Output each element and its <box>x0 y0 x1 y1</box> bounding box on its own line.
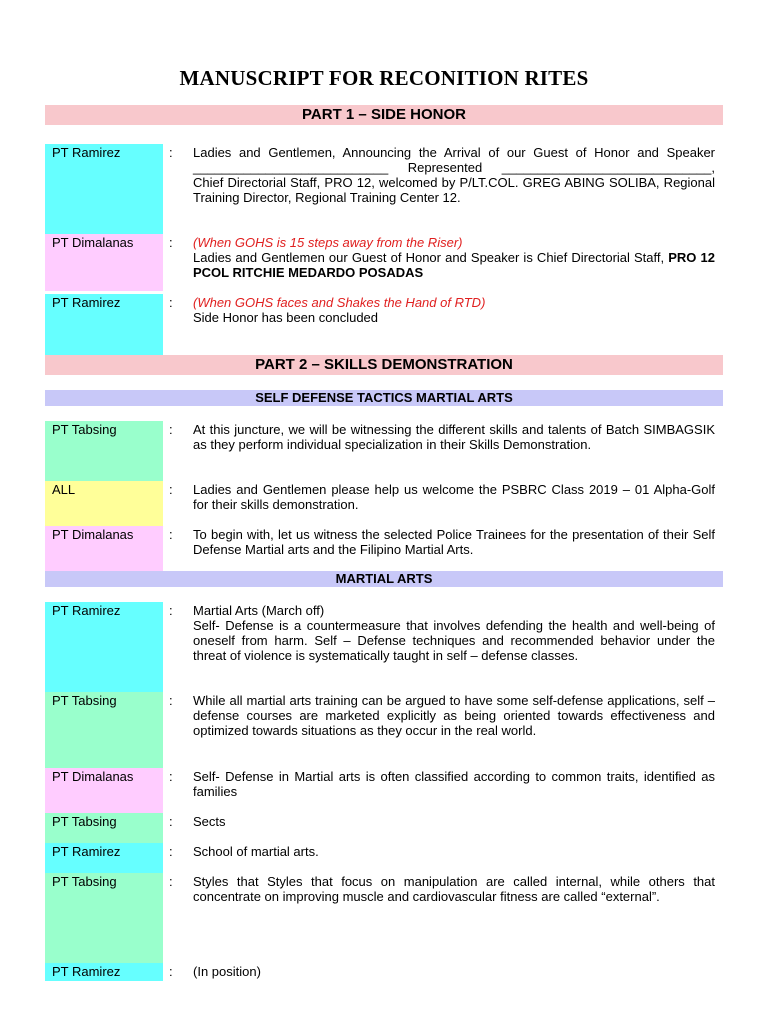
line-text <box>193 295 715 325</box>
speaker-label: PT Ramirez <box>45 843 163 873</box>
script-row <box>45 526 723 572</box>
line-text: Sects <box>193 814 226 829</box>
colon: : <box>169 527 173 542</box>
line-text <box>193 603 715 663</box>
speaker-label: PT Ramirez <box>45 144 163 235</box>
line-text-plain: Side Honor has been concluded <box>193 310 379 325</box>
script-row <box>45 234 723 291</box>
script-row <box>45 768 723 813</box>
line-text-bold: PRO 12 PCOL RITCHIE MEDARDO POSADAS <box>193 250 715 280</box>
colon: : <box>169 769 173 784</box>
speaker-label: PT Tabsing <box>45 813 163 843</box>
script-row <box>45 421 723 481</box>
speaker-label: PT Dimalanas <box>45 768 163 813</box>
speaker-label: PT Tabsing <box>45 421 163 481</box>
line-text: School of martial arts. <box>193 844 319 859</box>
script-row <box>45 813 723 843</box>
script-row <box>45 963 723 981</box>
line-text-plain: Ladies and Gentlemen our Guest of Honor and Speaker is Chief Directorial Staff, <box>193 250 665 265</box>
line-text: At this juncture, we will be witnessing the different skills and talents of Batch SIMBAGSIK as they perform individual specialization in their Skills Demonstration. <box>193 422 715 452</box>
line-text: Styles that Styles that focus on manipulation are called internal, while others that concentrate on improving muscle and cardiovascular fitness are called “external”. <box>193 874 715 904</box>
script-row <box>45 481 723 526</box>
script-row <box>45 144 723 235</box>
part2-heading: PART 2 – SKILLS DEMONSTRATION <box>45 355 723 375</box>
colon: : <box>169 844 173 859</box>
line-text: (In position) <box>193 964 261 979</box>
stage-direction: (When GOHS is 15 steps away from the Riser) <box>193 235 463 250</box>
line-text: To begin with, let us witness the selected Police Trainees for the presentation of their Self Defense Martial arts and the Filipino Martial Arts. <box>193 527 715 557</box>
line-text: Self- Defense in Martial arts is often classified according to common traits, identified as families <box>193 769 715 799</box>
line-text <box>193 235 715 280</box>
script-row <box>45 843 723 873</box>
stage-direction: (When GOHS faces and Shakes the Hand of RTD) <box>193 295 486 310</box>
speaker-label: PT Tabsing <box>45 692 163 768</box>
colon: : <box>169 145 173 160</box>
script-row <box>45 873 723 963</box>
colon: : <box>169 235 173 250</box>
speaker-label: PT Ramirez <box>45 602 163 692</box>
document-title: MANUSCRIPT FOR RECONITION RITES <box>179 66 589 90</box>
speaker-label: ALL <box>45 481 163 526</box>
colon: : <box>169 295 173 310</box>
colon: : <box>169 874 173 889</box>
colon: : <box>169 603 173 618</box>
colon: : <box>169 422 173 437</box>
speaker-label: PT Dimalanas <box>45 234 163 291</box>
script-row <box>45 294 723 356</box>
line-text: Ladies and Gentlemen please help us welcome the PSBRC Class 2019 – 01 Alpha-Golf for their skills demonstration. <box>193 482 715 512</box>
speaker-label: PT Dimalanas <box>45 526 163 572</box>
line-text: While all martial arts training can be argued to have some self-defense applications, self – defense courses are marketed explicitly as being oriented towards effectiveness and optimized towards situations as they occur in the real world. <box>193 693 715 738</box>
script-row <box>45 692 723 768</box>
line-text: Ladies and Gentlemen, Announcing the Arrival of our Guest of Honor and Speaker ___________________________ Represented _____________________________, Chief Directorial Staff, PRO 12, welcomed by P/LT.COL. GREG ABING SOLIBA, Regional Training Director, Regional Training Center 12. <box>193 145 715 205</box>
colon: : <box>169 693 173 708</box>
script-row <box>45 602 723 692</box>
colon: : <box>169 814 173 829</box>
part1-heading: PART 1 – SIDE HONOR <box>45 105 723 125</box>
sub-heading-martial-arts: MARTIAL ARTS <box>45 571 723 587</box>
speaker-label: PT Ramirez <box>45 294 163 356</box>
colon: : <box>169 482 173 497</box>
speaker-label: PT Tabsing <box>45 873 163 963</box>
line-text-plain: Self- Defense is a countermeasure that involves defending the health and well-being of oneself from harm. Self – Defense techniques and recommended behavior under the threat of violence is systematically taught in self – defense classes. <box>193 618 715 663</box>
colon: : <box>169 964 173 979</box>
speaker-label: PT Ramirez <box>45 963 163 981</box>
sub-heading-self-defense: SELF DEFENSE TACTICS MARTIAL ARTS <box>45 390 723 406</box>
line-text-first: Martial Arts (March off) <box>193 603 325 618</box>
